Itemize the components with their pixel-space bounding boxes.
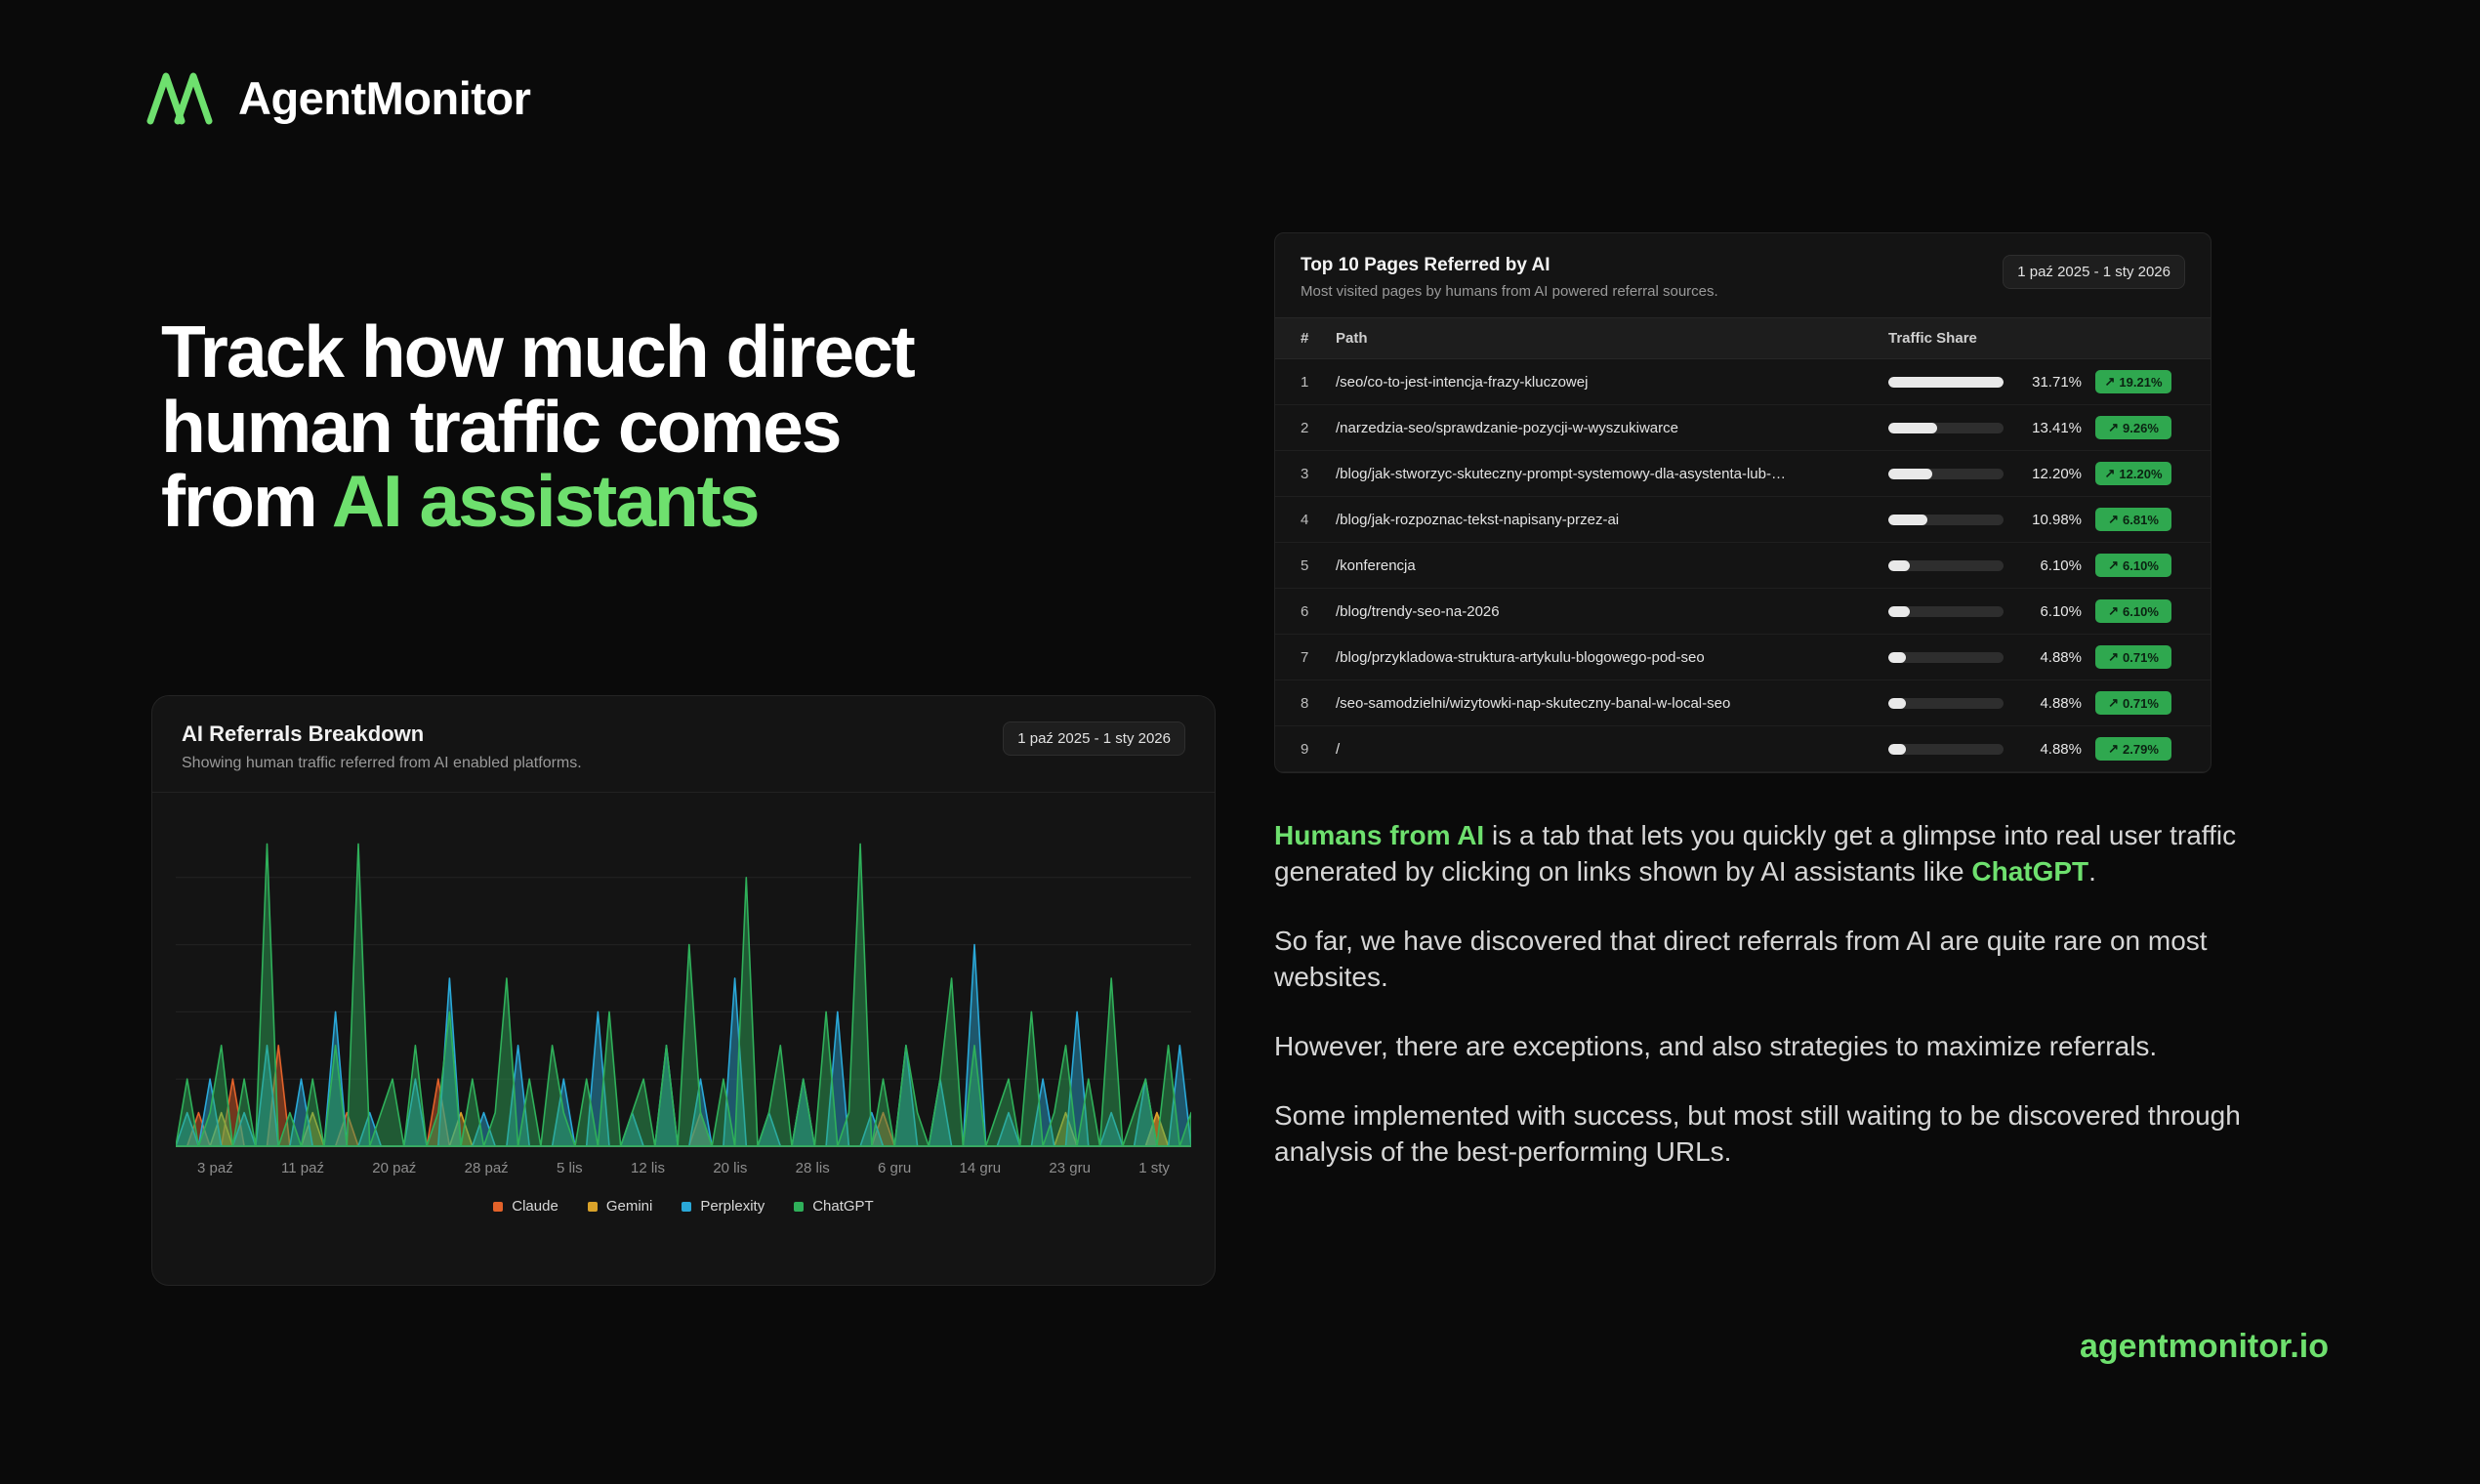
trend-up-icon: ↗: [2108, 557, 2120, 572]
legend-label: ChatGPT: [812, 1198, 874, 1215]
status-badge: [2095, 508, 2171, 531]
delta-value: 6.10%: [2123, 603, 2159, 619]
traffic-bar-track: [1888, 377, 2004, 388]
cell-path[interactable]: /blog/przykladowa-struktura-artykulu-blogowego-pod-seo: [1326, 635, 1879, 680]
delta-value: 6.10%: [2123, 557, 2159, 573]
cell-traffic-share: [1879, 405, 2211, 451]
table-row[interactable]: [1275, 451, 2211, 497]
traffic-share-group: [1888, 416, 2185, 439]
traffic-bar-fill: [1888, 652, 1906, 663]
traffic-bar-fill: [1888, 698, 1906, 709]
trend-up-icon: ↗: [2104, 374, 2116, 389]
cell-rank: 4: [1275, 497, 1326, 543]
cell-path[interactable]: /blog/jak-rozpoznac-tekst-napisany-przez-ai: [1326, 497, 1879, 543]
cell-traffic-share: [1879, 635, 2211, 680]
chart-title: AI Referrals Breakdown: [182, 721, 425, 746]
top-pages-table: [1275, 317, 2211, 772]
delta-value: 0.71%: [2123, 695, 2159, 711]
legend-item[interactable]: [794, 1198, 874, 1215]
legend-color-swatch: [794, 1202, 804, 1212]
legend-item[interactable]: [682, 1198, 765, 1215]
brand-logo: [145, 66, 530, 129]
table-row[interactable]: [1275, 497, 2211, 543]
trend-up-icon: ↗: [2108, 512, 2120, 526]
traffic-bar-track: [1888, 515, 2004, 525]
referrals-area-chart: [176, 803, 1191, 1154]
cell-path[interactable]: /: [1326, 726, 1879, 772]
table-header-row: [1275, 318, 2211, 359]
traffic-share-group: [1888, 737, 2185, 761]
x-tick-label: 1 sty: [1138, 1160, 1170, 1176]
traffic-share-group: [1888, 370, 2185, 393]
cell-path[interactable]: /konferencja: [1326, 543, 1879, 589]
traffic-bar-track: [1888, 469, 2004, 479]
cell-rank: 6: [1275, 589, 1326, 635]
copy-paragraph-1: [1274, 818, 2329, 890]
cell-rank: 7: [1275, 635, 1326, 680]
copy-paragraph-2: So far, we have discovered that direct referrals from AI are quite rare on most websites.: [1274, 925, 2208, 992]
table-row[interactable]: [1275, 726, 2211, 772]
status-badge: [2095, 370, 2171, 393]
cell-traffic-share: [1879, 497, 2211, 543]
x-tick-label: 11 paź: [281, 1160, 324, 1176]
table-row[interactable]: [1275, 589, 2211, 635]
x-tick-label: 23 gru: [1049, 1160, 1091, 1176]
cell-path[interactable]: /blog/jak-stworzyc-skuteczny-prompt-systemowy-dla-asystenta-lub-…: [1326, 451, 1879, 497]
trend-up-icon: ↗: [2108, 741, 2120, 756]
traffic-bar-fill: [1888, 560, 1910, 571]
traffic-bar-track: [1888, 744, 2004, 755]
traffic-bar-fill: [1888, 469, 1932, 479]
traffic-share-group: [1888, 554, 2185, 577]
trend-up-icon: ↗: [2108, 420, 2120, 434]
column-header-traffic-share[interactable]: Traffic Share: [1879, 318, 2211, 359]
cell-traffic-share: [1879, 543, 2211, 589]
traffic-share-percent: 4.88%: [2040, 740, 2082, 758]
trend-up-icon: ↗: [2108, 603, 2120, 618]
chart-date-range[interactable]: 1 paź 2025 - 1 sty 2026: [1003, 721, 1185, 756]
headline-line-1: Track how much direct: [161, 310, 914, 392]
page-title: [161, 310, 1255, 542]
delta-value: 2.79%: [2123, 741, 2159, 757]
traffic-bar-fill: [1888, 515, 1927, 525]
trend-up-icon: ↗: [2104, 466, 2116, 480]
traffic-share-percent: 4.88%: [2040, 694, 2082, 712]
copy-highlight-humans-from-ai: Humans from AI: [1274, 820, 1485, 850]
x-tick-label: 28 lis: [795, 1160, 830, 1176]
cell-rank: 2: [1275, 405, 1326, 451]
chart-plot-area: [152, 793, 1215, 1213]
column-header-rank[interactable]: #: [1275, 318, 1326, 359]
table-subtitle: Most visited pages by humans from AI powered referral sources.: [1301, 283, 1718, 300]
status-badge: [2095, 645, 2171, 669]
table-title: Top 10 Pages Referred by AI: [1301, 255, 1550, 275]
delta-value: 9.26%: [2123, 420, 2159, 435]
agentmonitor-logo-icon: [145, 66, 215, 129]
traffic-bar-track: [1888, 606, 2004, 617]
cell-rank: 5: [1275, 543, 1326, 589]
status-badge: [2095, 691, 2171, 715]
table-body: [1275, 359, 2211, 772]
delta-value: 0.71%: [2123, 649, 2159, 665]
headline-line-2: human traffic comes: [161, 385, 841, 468]
x-tick-label: 3 paź: [197, 1160, 233, 1176]
cell-traffic-share: [1879, 589, 2211, 635]
traffic-share-group: [1888, 645, 2185, 669]
x-tick-label: 5 lis: [556, 1160, 583, 1176]
cell-rank: 9: [1275, 726, 1326, 772]
cell-traffic-share: [1879, 726, 2211, 772]
traffic-bar-fill: [1888, 423, 1937, 433]
traffic-bar-track: [1888, 698, 2004, 709]
status-badge: [2095, 462, 2171, 485]
traffic-bar-fill: [1888, 377, 2004, 388]
traffic-bar-track: [1888, 652, 2004, 663]
x-tick-label: 20 paź: [372, 1160, 417, 1176]
traffic-share-group: [1888, 462, 2185, 485]
copy-paragraph-4: Some implemented with success, but most still waiting to be discovered through analysis of the best-performing URLs.: [1274, 1099, 2241, 1167]
site-url[interactable]: agentmonitor.io: [2080, 1328, 2329, 1365]
legend-item[interactable]: [588, 1198, 653, 1215]
copy-p1-end: .: [2088, 855, 2096, 886]
status-badge: [2095, 416, 2171, 439]
legend-color-swatch: [493, 1202, 503, 1212]
cell-rank: 1: [1275, 359, 1326, 405]
legend-label: Perplexity: [700, 1198, 765, 1215]
headline-accent: AI assistants: [331, 460, 759, 542]
x-tick-label: 28 paź: [464, 1160, 509, 1176]
top-pages-card: [1274, 232, 2211, 773]
status-badge: [2095, 599, 2171, 623]
traffic-share-percent: 6.10%: [2040, 556, 2082, 574]
table-row[interactable]: [1275, 635, 2211, 680]
legend-color-swatch: [588, 1202, 598, 1212]
chart-header: [152, 696, 1215, 793]
delta-value: 12.20%: [2119, 466, 2163, 481]
headline-line-3-prefix: from: [161, 460, 332, 542]
traffic-bar-fill: [1888, 744, 1906, 755]
table-row[interactable]: [1275, 543, 2211, 589]
cell-path[interactable]: /seo/co-to-jest-intencja-frazy-kluczowej: [1326, 359, 1879, 405]
traffic-bar-fill: [1888, 606, 1910, 617]
legend-label: Gemini: [605, 1198, 653, 1215]
traffic-share-percent: 10.98%: [2032, 511, 2082, 528]
copy-highlight-chatgpt: ChatGPT: [1971, 855, 2089, 886]
copy-paragraph-3: However, there are exceptions, and also strategies to maximize referrals.: [1274, 1030, 2158, 1061]
cell-path[interactable]: /seo-samodzielni/wizytowki-nap-skuteczny-banal-w-local-seo: [1326, 680, 1879, 726]
traffic-bar-track: [1888, 423, 2004, 433]
traffic-bar-track: [1888, 560, 2004, 571]
column-header-path[interactable]: Path: [1326, 318, 1879, 359]
trend-up-icon: ↗: [2108, 695, 2120, 710]
cell-path[interactable]: /blog/trendy-seo-na-2026: [1326, 589, 1879, 635]
delta-value: 6.81%: [2123, 512, 2159, 527]
x-tick-label: 14 gru: [959, 1160, 1002, 1176]
traffic-share-percent: 13.41%: [2032, 419, 2082, 436]
table-row[interactable]: [1275, 680, 2211, 726]
legend-color-swatch: [682, 1202, 691, 1212]
x-tick-label: 20 lis: [713, 1160, 748, 1176]
cell-path[interactable]: /narzedzia-seo/sprawdzanie-pozycji-w-wyszukiwarce: [1326, 405, 1879, 451]
legend-item[interactable]: [493, 1198, 558, 1215]
status-badge: [2095, 554, 2171, 577]
x-tick-label: 6 gru: [878, 1160, 912, 1176]
traffic-share-group: [1888, 691, 2185, 715]
cell-traffic-share: [1879, 680, 2211, 726]
status-badge: [2095, 737, 2171, 761]
ai-referrals-chart-card: [151, 695, 1216, 1286]
chart-legend: [176, 1198, 1191, 1215]
traffic-share-group: [1888, 508, 2185, 531]
table-row[interactable]: [1275, 359, 2211, 405]
chart-x-axis: [176, 1154, 1191, 1176]
description-copy: [1274, 818, 2329, 1204]
traffic-share-percent: 6.10%: [2040, 602, 2082, 620]
x-tick-label: 12 lis: [630, 1160, 666, 1176]
table-header: [1275, 233, 2211, 317]
legend-label: Claude: [512, 1198, 558, 1215]
chart-subtitle: Showing human traffic referred from AI enabled platforms.: [182, 755, 582, 771]
cell-rank: 8: [1275, 680, 1326, 726]
delta-value: 19.21%: [2119, 374, 2163, 390]
cell-rank: 3: [1275, 451, 1326, 497]
traffic-share-percent: 31.71%: [2032, 373, 2082, 391]
cell-traffic-share: [1879, 451, 2211, 497]
table-row[interactable]: [1275, 405, 2211, 451]
cell-traffic-share: [1879, 359, 2211, 405]
traffic-share-percent: 12.20%: [2032, 465, 2082, 482]
table-date-range[interactable]: 1 paź 2025 - 1 sty 2026: [2003, 255, 2185, 289]
trend-up-icon: ↗: [2108, 649, 2120, 664]
traffic-share-group: [1888, 599, 2185, 623]
copy-p1-body: is a tab that lets you quickly get a glimpse into real user traffic generated by clicking on links shown by AI assistants like: [1274, 820, 2237, 886]
brand-name: AgentMonitor: [238, 71, 531, 124]
traffic-share-percent: 4.88%: [2040, 648, 2082, 666]
